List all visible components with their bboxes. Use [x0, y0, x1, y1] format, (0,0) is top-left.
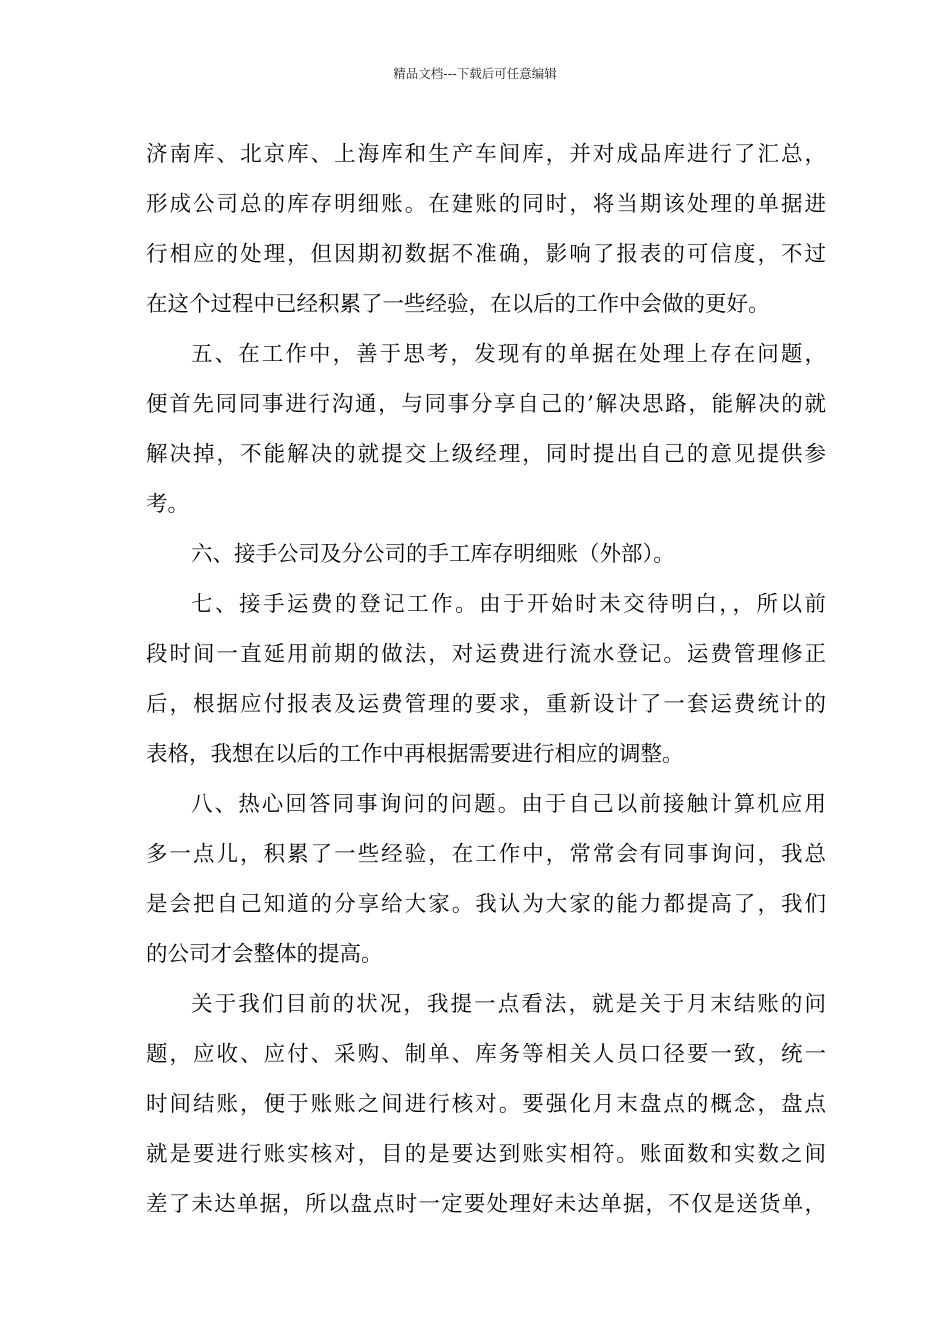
text-line: 的公司才会整体的提高。 [146, 942, 383, 967]
text-line: 行相应的处理，但因期初数据不准确，影响了报表的可信度，不过 [146, 242, 826, 267]
document-body [146, 130, 826, 1230]
text-line: 关于我们目前的状况，我提一点看法，就是关于月末结账的问 [191, 992, 826, 1017]
paragraph [146, 530, 826, 580]
text-line: 是会把自己知道的分享给大家。我认为大家的能力都提高了，我们 [146, 892, 826, 917]
text-line: 七、接手运费的登记工作。由于开始时未交待明白，，所以前 [191, 592, 826, 617]
text-line: 济南库、北京库、上海库和生产车间库，并对成品库进行了汇总， [146, 142, 826, 167]
paragraph [146, 780, 826, 980]
text-line: 时间结账，便于账账之间进行核对。要强化月末盘点的概念，盘点 [146, 1092, 826, 1117]
text-line: 后，根据应付报表及运费管理的要求，重新设计了一套运费统计的 [146, 692, 826, 717]
text-line: 五、在工作中，善于思考，发现有的单据在处理上存在问题， [191, 342, 826, 367]
text-line: 解决掉，不能解决的就提交上级经理，同时提出自己的意见提供参 [146, 442, 826, 467]
text-line: 在这个过程中已经积累了一些经验，在以后的工作中会做的更好。 [146, 292, 770, 317]
text-line: 六、接手公司及分公司的手工库存明细账（外部）。 [191, 542, 675, 567]
text-line: 形成公司总的库存明细账。在建账的同时，将当期该处理的单据进 [146, 192, 826, 217]
paragraph [146, 580, 826, 780]
paragraph [146, 330, 826, 530]
paragraph [146, 980, 826, 1230]
text-line: 考。 [146, 492, 190, 517]
text-line: 八、热心回答同事询问的问题。由于自己以前接触计算机应用 [191, 792, 826, 817]
text-line: 多一点儿，积累了一些经验，在工作中，常常会有同事询问，我总 [146, 842, 826, 867]
text-line: 便首先同同事进行沟通，与同事分享自己的’解决思路，能解决的就 [146, 392, 826, 417]
text-line: 表格，我想在以后的工作中再根据需要进行相应的调整。 [146, 742, 684, 767]
text-line: 差了未达单据，所以盘点时一定要处理好未达单据，不仅是送货单， [146, 1192, 826, 1217]
text-line: 就是要进行账实核对，目的是要达到账实相符。账面数和实数之间 [146, 1142, 826, 1167]
text-line: 段时间一直延用前期的做法，对运费进行流水登记。运费管理修正 [146, 642, 826, 667]
page-header: 精品文档---下载后可任意编辑 [393, 66, 557, 81]
paragraph [146, 130, 826, 330]
text-line: 题，应收、应付、采购、制单、库务等相关人员口径要一致，统一 [146, 1042, 826, 1067]
